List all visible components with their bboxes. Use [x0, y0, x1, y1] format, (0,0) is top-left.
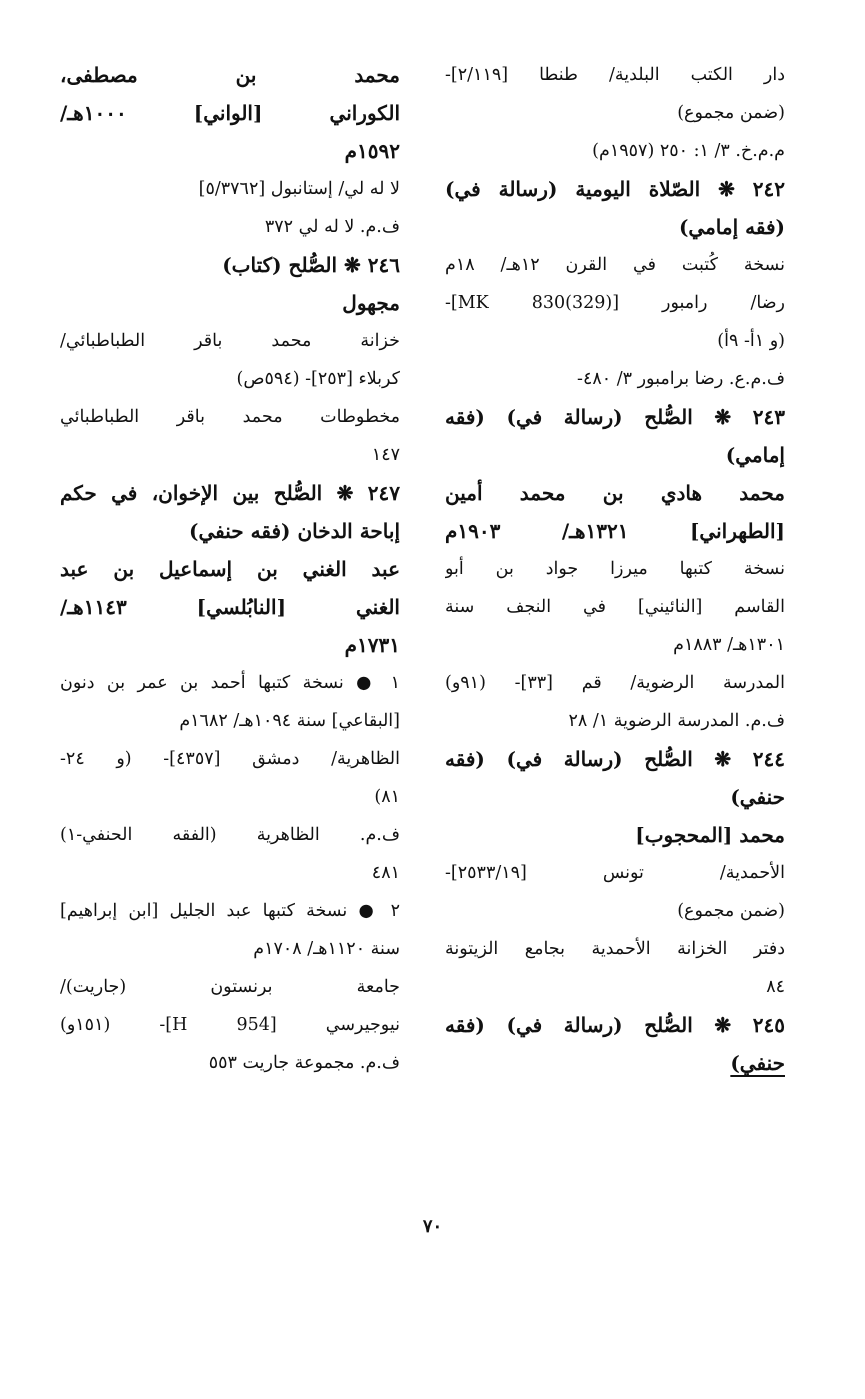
left-column: [60, 56, 400, 1082]
right-column-line: القاسم [النائيني] في النجف سنة: [445, 597, 785, 617]
right-column-line: م.م.خ. ٣/ ١: ٢٥٠ (١٩٥٧م): [592, 141, 785, 161]
right-column-line: (فقه إمامي): [678, 215, 785, 239]
right-column-line: ٢٤٥ ❋ الصُّلح (رسالة في) (فقه: [445, 1013, 785, 1037]
left-column-line: كربلاء [٢٥٣]- (٥٩٤ص): [236, 369, 400, 389]
left-column-line: ١ ● نسخة كتبها أحمد بن عمر بن دنون: [60, 673, 400, 693]
left-column-line: الكوراني [الواني] ١٠٠٠هـ/: [60, 101, 400, 125]
right-column-line: رضا/ رامبور [MK 830(329)]-: [445, 293, 785, 313]
left-column-line: ١٥٩٢م: [344, 139, 400, 163]
page-number: ٧٠: [422, 1216, 443, 1237]
left-column-line: ١٧٣١م: [344, 633, 400, 657]
right-column-line: ٨٤: [766, 977, 785, 997]
right-column-line: ٢٤٣ ❋ الصُّلح (رسالة في) (فقه: [445, 405, 785, 429]
right-column-line: (ضمن مجموع): [677, 103, 785, 123]
right-column-line: ف.م.ع. رضا برامبور ٣/ ٤٨٠-: [577, 369, 785, 389]
right-column-line: الأحمدية/ تونس [٢٥٣٣/١٩]-: [445, 863, 785, 883]
right-column-line: دفتر الخزانة الأحمدية بجامع الزيتونة: [445, 939, 785, 959]
left-column-line: محمد بن مصطفى،: [60, 63, 400, 87]
left-column-line: عبد الغني بن إسماعيل بن عبد: [60, 557, 400, 581]
right-column-line: ٢٤٤ ❋ الصُّلح (رسالة في) (فقه: [445, 747, 785, 771]
right-column-line: (و ١أ- ٩أ): [717, 331, 785, 351]
left-column-line: ١٤٧: [371, 445, 400, 465]
left-column-line: الغني [النابُلسي] ١١٤٣هـ/: [60, 595, 400, 619]
left-column-line: إباحة الدخان (فقه حنفي): [189, 519, 400, 543]
left-column-line: مجهول: [342, 291, 400, 315]
right-column-line: ١٣٠١هـ/ ١٨٨٣م: [673, 635, 785, 655]
right-column-line: حنفي): [730, 1051, 785, 1075]
left-column-line: ف.م. الظاهرية (الفقه الحنفي-١): [60, 825, 400, 845]
left-column-line: سنة ١١٢٠هـ/ ١٧٠٨م: [253, 939, 400, 959]
left-column-line: ٤٨١: [371, 863, 400, 883]
right-column-line: محمد هادي بن محمد أمين: [445, 481, 785, 505]
left-column-line: ف.م. لا له لي ٣٧٢: [264, 217, 400, 237]
left-column-line: مخطوطات محمد باقر الطباطبائي: [60, 407, 400, 427]
right-column-line: (ضمن مجموع): [677, 901, 785, 921]
right-column: [445, 56, 785, 1082]
left-column-line: ف.م. مجموعة جاريت ٥٥٣: [208, 1053, 400, 1073]
right-column-line: حنفي): [730, 785, 785, 809]
left-column-line: ٢٤٧ ❋ الصُّلح بين الإخوان، في حكم: [60, 481, 400, 505]
left-column-line: جامعة برنستون (جاريت)/: [60, 977, 400, 997]
left-column-line: ٢ ● نسخة كتبها عبد الجليل [ابن إبراهيم]: [60, 901, 400, 921]
left-column-line: خزانة محمد باقر الطباطبائي/: [60, 331, 400, 351]
right-column-line: ٢٤٢ ❋ الصّلاة اليومية (رسالة في): [445, 177, 785, 201]
left-column-line: لا له لي/ إستانبول [٥/٣٧٦٢]: [198, 179, 400, 199]
right-column-line: نسخة كتبها ميرزا جواد بن أبو: [445, 559, 785, 579]
left-column-line: الظاهرية/ دمشق [٤٣٥٧]- (و ٢٤-: [60, 749, 400, 769]
left-column-line: ٢٤٦ ❋ الصُّلح (كتاب): [222, 253, 400, 277]
right-column-line: نسخة كُتبت في القرن ١٢هـ/ ١٨م: [445, 255, 785, 275]
right-column-line: المدرسة الرضوية/ قم [٣٣]- (٩١و): [445, 673, 785, 693]
right-column-line: إمامي): [725, 443, 785, 467]
left-column-line: نيوجيرسي [H 954]- (١٥١و): [60, 1015, 400, 1035]
right-column-line: [الطهراني] ١٣٢١هـ/ ١٩٠٣م: [445, 519, 785, 543]
right-column-line: دار الكتب البلدية/ طنطا [٢/١١٩]-: [445, 65, 785, 85]
left-column-line: [البقاعي] سنة ١٠٩٤هـ/ ١٦٨٢م: [179, 711, 400, 731]
right-column-line: ف.م. المدرسة الرضوية ١/ ٢٨: [568, 711, 785, 731]
right-column-line: محمد [المحجوب]: [635, 823, 785, 847]
left-column-line: ٨١): [374, 787, 400, 807]
